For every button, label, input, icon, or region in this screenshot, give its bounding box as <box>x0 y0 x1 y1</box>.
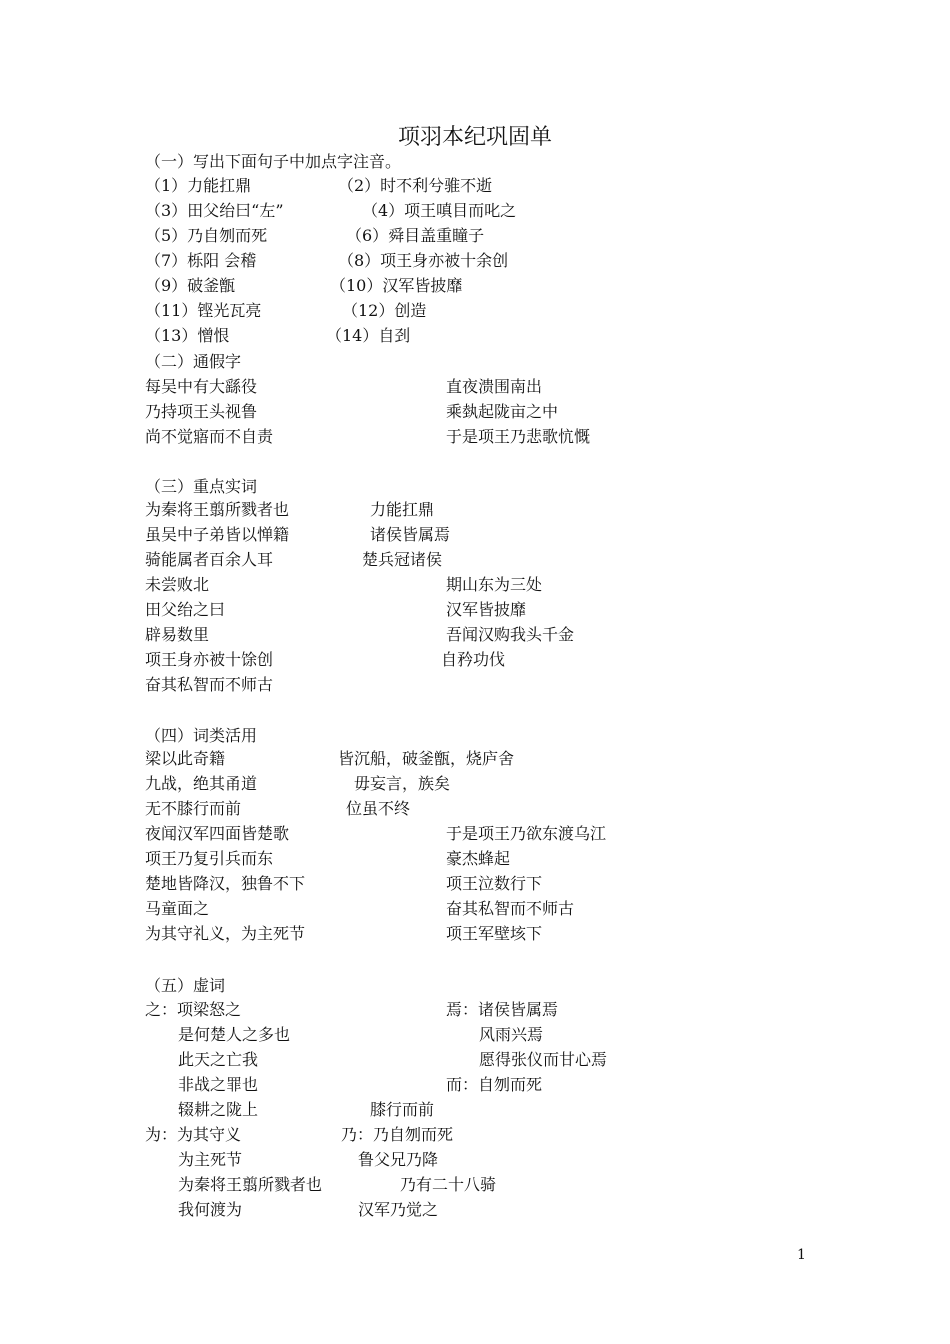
text-line-right: 直夜溃围南出 <box>446 377 543 396</box>
text-line-right: 毋妄言，族矣 <box>354 774 451 793</box>
text-line: （5）乃自刎而死 <box>145 226 268 245</box>
text-line-right: 期山东为三处 <box>446 575 543 594</box>
text-line-right: 自矜功伐 <box>441 650 506 669</box>
text-line-right: 焉：诸侯皆属焉 <box>446 1000 559 1019</box>
text-line-right: 风雨兴焉 <box>479 1025 544 1044</box>
text-line: 奋其私智而不师古 <box>145 675 274 694</box>
text-line: 每吴中有大繇役 <box>145 377 258 396</box>
text-line: 为秦将王翦所戮者也 <box>145 500 290 519</box>
text-line: 是何楚人之多也 <box>178 1025 291 1044</box>
text-line-right: 豪杰蜂起 <box>446 849 511 868</box>
text-line: 尚不觉寤而不自责 <box>145 427 274 446</box>
text-line: 无不膝行而前 <box>145 799 242 818</box>
text-line: 为：为其守义 <box>145 1125 242 1144</box>
text-line-right: （12）创造 <box>342 301 427 320</box>
text-line-right: （8）项王身亦被十余创 <box>338 251 509 270</box>
text-line: （四）词类活用 <box>145 726 258 745</box>
text-line: 此天之亡我 <box>178 1050 259 1069</box>
text-line: （五）虚词 <box>145 976 226 995</box>
text-line-right: 汉军乃觉之 <box>358 1200 439 1219</box>
text-line: 梁以此奇籍 <box>145 749 226 768</box>
text-line-right: 力能扛鼎 <box>370 500 435 519</box>
text-line-right: 而：自刎而死 <box>446 1075 543 1094</box>
text-line: 九战，绝其甬道 <box>145 774 258 793</box>
text-line-right: 于是项王乃悲歌忼慨 <box>446 427 591 446</box>
text-line-right: 诸侯皆属焉 <box>370 525 451 544</box>
text-line: （二）通假字 <box>145 352 242 371</box>
text-line: （三）重点实词 <box>145 477 258 496</box>
text-line-right: 乘埶起陇亩之中 <box>446 402 559 421</box>
text-line-right: （10）汉军皆披靡 <box>330 276 463 295</box>
page-number: 1 <box>797 1247 806 1263</box>
text-line-right: 吾闻汉购我头千金 <box>446 625 575 644</box>
text-line: （7）栎阳 会稽 <box>145 251 257 270</box>
text-line: （一）写出下面句子中加点字注音。 <box>145 152 402 171</box>
text-line: 田父绐之曰 <box>145 600 226 619</box>
text-line-right: 皆沉船，破釜甑，烧庐舍 <box>338 749 515 768</box>
text-line: 未尝败北 <box>145 575 210 594</box>
text-line-right: 汉军皆披靡 <box>446 600 527 619</box>
text-line: 为其守礼义，为主死节 <box>145 924 306 943</box>
text-line: （9）破釜甑 <box>145 276 236 295</box>
text-line: 之：项梁怒之 <box>145 1000 242 1019</box>
text-line: 辟易数里 <box>145 625 210 644</box>
text-line: （11）铿光瓦亮 <box>145 301 262 320</box>
text-line-right: 愿得张仪而甘心焉 <box>479 1050 608 1069</box>
text-line-right: 位虽不终 <box>346 799 411 818</box>
page-title: 项羽本纪巩固单 <box>397 125 552 150</box>
text-line-right: （14）自刭 <box>326 326 411 345</box>
text-line-right: 楚兵冠诸侯 <box>362 550 443 569</box>
text-line-right: 于是项王乃欲东渡乌江 <box>446 824 607 843</box>
text-line-right: 项王军壁垓下 <box>446 924 543 943</box>
text-line: 辍耕之陇上 <box>178 1100 259 1119</box>
text-line: 楚地皆降汉，独鲁不下 <box>145 874 306 893</box>
text-line: 夜闻汉军四面皆楚歌 <box>145 824 290 843</box>
text-line: （13）憎恨 <box>145 326 230 345</box>
text-line-right: 奋其私智而不师古 <box>446 899 575 918</box>
text-line: 马童面之 <box>145 899 210 918</box>
text-line-right: 项王泣数行下 <box>446 874 543 893</box>
text-line: 项王身亦被十馀创 <box>145 650 274 669</box>
text-line-right: （4）项王嗔目而叱之 <box>362 201 517 220</box>
text-line: 虽吴中子弟皆以惮籍 <box>145 525 290 544</box>
text-line: 非战之罪也 <box>178 1075 259 1094</box>
text-line: 为主死节 <box>178 1150 243 1169</box>
text-line: 我何渡为 <box>178 1200 243 1219</box>
text-line-right: 膝行而前 <box>370 1100 435 1119</box>
text-line: 项王乃复引兵而东 <box>145 849 274 868</box>
text-line-right: 乃有二十八骑 <box>400 1175 497 1194</box>
text-line: （1）力能扛鼎 <box>145 176 252 195</box>
text-line: 乃持项王头视鲁 <box>145 402 258 421</box>
text-line-right: 鲁父兄乃降 <box>358 1150 439 1169</box>
text-line: 为秦将王翦所戮者也 <box>178 1175 323 1194</box>
text-line: 骑能属者百余人耳 <box>145 550 274 569</box>
text-line-right: （6）舜目盖重瞳子 <box>346 226 485 245</box>
text-line: （3）田父绐曰“左” <box>145 201 284 220</box>
text-line-right: （2）时不利兮骓不逝 <box>338 176 493 195</box>
text-line-right: 乃：乃自刎而死 <box>341 1125 454 1144</box>
